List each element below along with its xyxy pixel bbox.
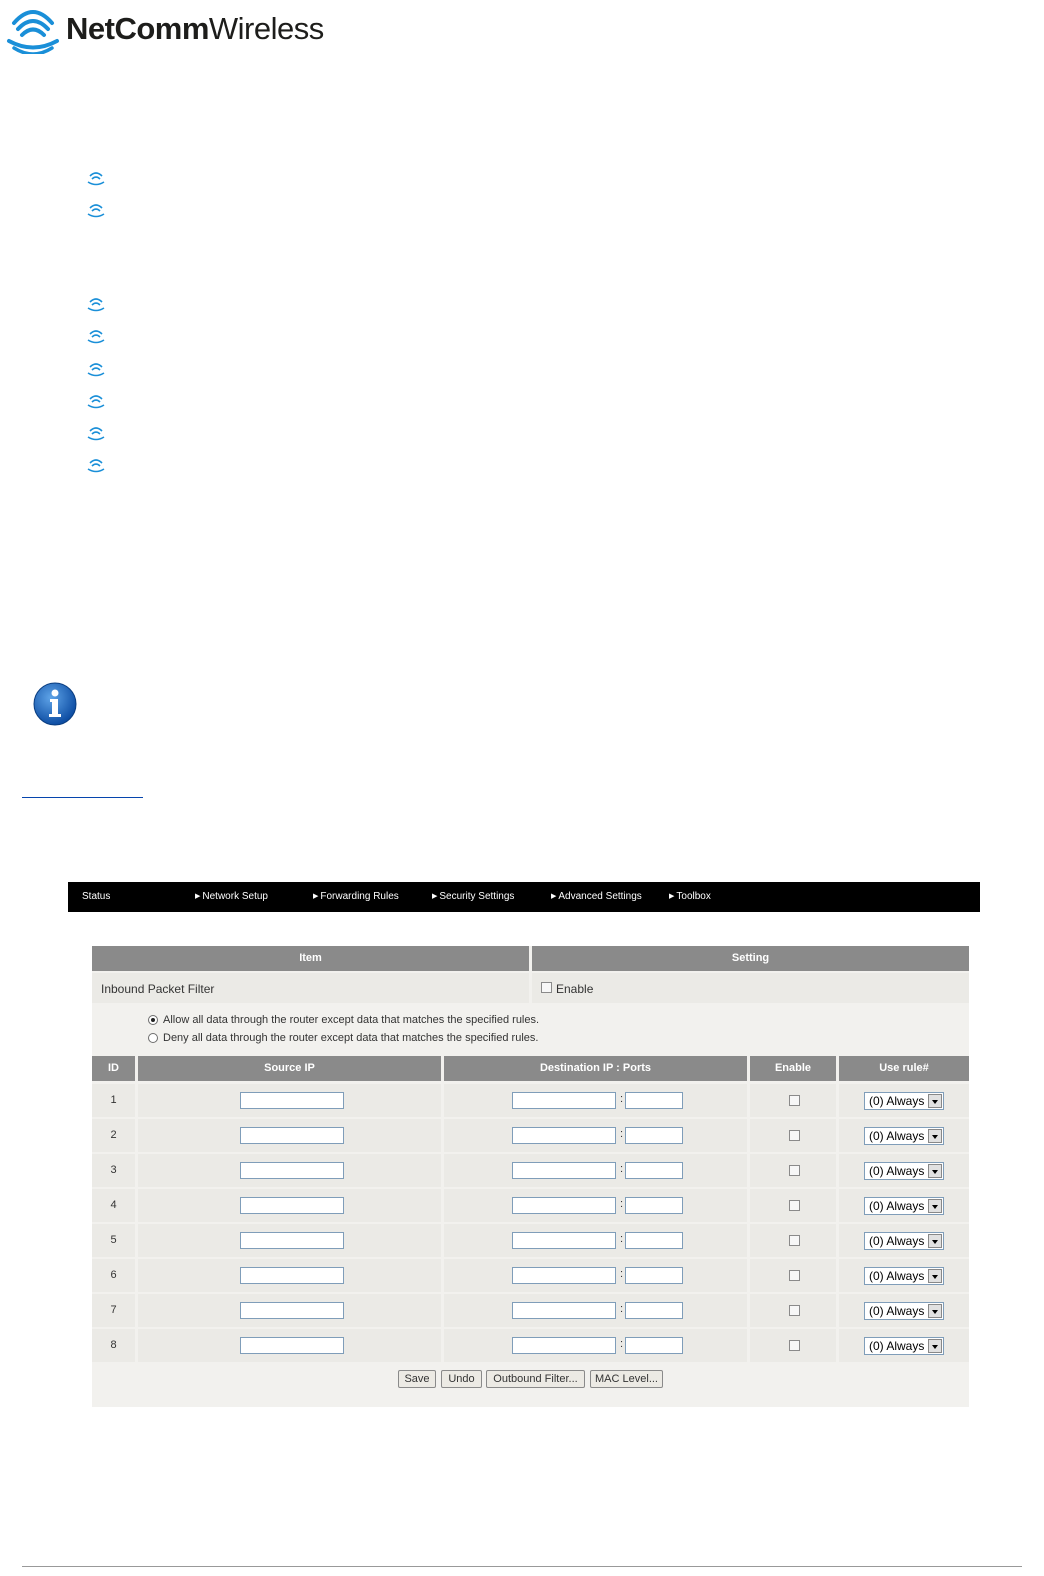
port-input[interactable] — [625, 1302, 683, 1319]
deny-all-label: Deny all data through the router except data that matches the specified rules. — [163, 1032, 539, 1044]
rule-enable-checkbox[interactable] — [789, 1130, 800, 1141]
source-cell — [138, 1154, 441, 1187]
enable-cell — [750, 1294, 836, 1327]
rule-id: 8 — [110, 1339, 117, 1351]
nav-status[interactable] — [82, 891, 110, 902]
rule-cell — [839, 1224, 969, 1257]
inbound-filter-panel — [92, 946, 969, 1407]
wireless-bullet-icon — [87, 202, 105, 218]
source-cell — [138, 1224, 441, 1257]
nav-security-settings[interactable] — [432, 891, 514, 902]
source-ip-input[interactable] — [240, 1162, 344, 1179]
header-setting: Setting — [532, 946, 969, 971]
col-id-header: ID — [92, 1056, 135, 1081]
port-separator: : — [620, 1233, 624, 1245]
link-underline[interactable] — [22, 797, 143, 798]
router-screenshot — [68, 882, 980, 1427]
chevron-down-icon[interactable] — [928, 1129, 942, 1143]
dest-ip-input[interactable] — [512, 1127, 616, 1144]
nav-network-setup[interactable] — [195, 891, 268, 902]
id-cell — [92, 1259, 135, 1292]
mac-level-button[interactable]: MAC Level... — [590, 1370, 663, 1388]
nav-forwarding-rules-label: Forwarding Rules — [320, 891, 399, 902]
nav-advanced-settings[interactable] — [551, 891, 642, 902]
nav-toolbox-label: Toolbox — [676, 891, 711, 902]
col-use-rule-header: Use rule# — [839, 1056, 969, 1081]
source-ip-input[interactable] — [240, 1267, 344, 1284]
use-rule-value: (0) Always — [869, 1234, 925, 1248]
chevron-down-icon[interactable] — [928, 1269, 942, 1283]
enable-cell — [750, 1154, 836, 1187]
use-rule-select[interactable] — [864, 1162, 944, 1180]
source-cell — [138, 1189, 441, 1222]
rule-cell — [839, 1154, 969, 1187]
rule-id: 1 — [110, 1094, 117, 1106]
chevron-down-icon[interactable] — [928, 1339, 942, 1353]
port-input[interactable] — [625, 1162, 683, 1179]
use-rule-select[interactable] — [864, 1092, 944, 1110]
port-separator: : — [620, 1303, 624, 1315]
rule-cell — [839, 1189, 969, 1222]
inbound-setting-cell — [532, 973, 969, 1003]
wireless-bullet-icon — [87, 296, 105, 312]
use-rule-value: (0) Always — [869, 1304, 925, 1318]
enable-cell — [750, 1329, 836, 1362]
port-input[interactable] — [625, 1197, 683, 1214]
wireless-bullet-icon — [87, 328, 105, 344]
source-ip-input[interactable] — [240, 1127, 344, 1144]
header-item: Item — [92, 946, 529, 971]
col-source-ip-header: Source IP — [138, 1056, 441, 1081]
use-rule-value: (0) Always — [869, 1094, 925, 1108]
port-separator: : — [620, 1163, 624, 1175]
dest-cell — [444, 1259, 747, 1292]
nav-network-setup-label: Network Setup — [202, 891, 268, 902]
enable-cell — [750, 1224, 836, 1257]
use-rule-value: (0) Always — [869, 1339, 925, 1353]
dest-cell — [444, 1329, 747, 1362]
use-rule-value: (0) Always — [869, 1199, 925, 1213]
inbound-enable-label: Enable — [556, 982, 594, 996]
port-separator: : — [620, 1093, 624, 1105]
dest-ip-input[interactable] — [512, 1232, 616, 1249]
id-cell — [92, 1084, 135, 1117]
dest-ip-input[interactable] — [512, 1197, 616, 1214]
source-cell — [138, 1259, 441, 1292]
port-separator: : — [620, 1338, 624, 1350]
wireless-bullet-icon — [87, 170, 105, 186]
use-rule-select[interactable] — [864, 1337, 944, 1355]
dest-cell — [444, 1119, 747, 1152]
enable-cell — [750, 1259, 836, 1292]
dest-ip-input[interactable] — [512, 1302, 616, 1319]
col-enable-header: Enable — [750, 1056, 836, 1081]
nav-toolbox[interactable] — [669, 891, 711, 902]
rule-enable-checkbox[interactable] — [789, 1305, 800, 1316]
port-input[interactable] — [625, 1127, 683, 1144]
port-separator: : — [620, 1198, 624, 1210]
id-cell — [92, 1189, 135, 1222]
source-ip-input[interactable] — [240, 1232, 344, 1249]
use-rule-select[interactable] — [864, 1127, 944, 1145]
caret-right-icon: ▶ — [195, 893, 201, 900]
rule-enable-checkbox[interactable] — [789, 1165, 800, 1176]
col-destination-header: Destination IP : Ports — [444, 1056, 747, 1081]
enable-cell — [750, 1084, 836, 1117]
netcomm-logo — [6, 4, 324, 54]
id-cell — [92, 1294, 135, 1327]
deny-all-radio[interactable] — [148, 1033, 158, 1043]
brand-bold: NetComm — [66, 11, 209, 46]
allow-all-label: Allow all data through the router except data that matches the specified rules. — [163, 1014, 540, 1026]
top-nav-bar — [68, 882, 980, 912]
rule-enable-checkbox[interactable] — [789, 1200, 800, 1211]
port-separator: : — [620, 1268, 624, 1280]
chevron-down-icon[interactable] — [928, 1234, 942, 1248]
outbound-filter-button[interactable]: Outbound Filter... — [486, 1370, 585, 1388]
rule-id: 5 — [110, 1234, 117, 1246]
wireless-bullet-icon — [87, 457, 105, 473]
wireless-bullet-icon — [87, 361, 105, 377]
wireless-bullet-icon — [87, 393, 105, 409]
dest-ip-input[interactable] — [512, 1267, 616, 1284]
caret-right-icon: ▶ — [551, 893, 557, 900]
use-rule-value: (0) Always — [869, 1164, 925, 1178]
rule-id: 7 — [110, 1304, 117, 1316]
source-cell — [138, 1294, 441, 1327]
caret-right-icon: ▶ — [313, 893, 319, 900]
source-cell — [138, 1084, 441, 1117]
dest-cell — [444, 1224, 747, 1257]
use-rule-value: (0) Always — [869, 1269, 925, 1283]
undo-button[interactable]: Undo — [441, 1370, 482, 1388]
chevron-down-icon[interactable] — [928, 1094, 942, 1108]
port-input[interactable] — [625, 1092, 683, 1109]
id-cell — [92, 1224, 135, 1257]
caret-right-icon: ▶ — [432, 893, 438, 900]
inbound-label-cell — [92, 973, 529, 1003]
dest-ip-input[interactable] — [512, 1162, 616, 1179]
rule-cell — [839, 1084, 969, 1117]
nav-advanced-settings-label: Advanced Settings — [558, 891, 642, 902]
source-ip-input[interactable] — [240, 1092, 344, 1109]
caret-right-icon: ▶ — [669, 893, 675, 900]
dest-cell — [444, 1189, 747, 1222]
id-cell — [92, 1119, 135, 1152]
brand-name — [66, 11, 324, 47]
info-icon — [32, 681, 78, 727]
dest-cell — [444, 1294, 747, 1327]
nav-security-settings-label: Security Settings — [439, 891, 515, 902]
rule-cell — [839, 1329, 969, 1362]
inbound-enable-checkbox[interactable] — [541, 982, 552, 993]
rule-enable-checkbox[interactable] — [789, 1270, 800, 1281]
page-divider — [22, 1566, 1022, 1567]
use-rule-select[interactable] — [864, 1232, 944, 1250]
nav-forwarding-rules[interactable] — [313, 891, 399, 902]
save-button[interactable]: Save — [398, 1370, 436, 1388]
brand-light: Wireless — [208, 11, 324, 46]
chevron-down-icon[interactable] — [928, 1199, 942, 1213]
allow-all-radio[interactable] — [148, 1015, 158, 1025]
rule-enable-checkbox[interactable] — [789, 1095, 800, 1106]
rule-enable-checkbox[interactable] — [789, 1235, 800, 1246]
use-rule-select[interactable] — [864, 1302, 944, 1320]
enable-cell — [750, 1119, 836, 1152]
id-cell — [92, 1329, 135, 1362]
inbound-packet-filter-label: Inbound Packet Filter — [101, 982, 215, 996]
use-rule-select[interactable] — [864, 1267, 944, 1285]
dest-cell — [444, 1084, 747, 1117]
port-separator: : — [620, 1128, 624, 1140]
port-input[interactable] — [625, 1267, 683, 1284]
chevron-down-icon[interactable] — [928, 1304, 942, 1318]
dest-ip-input[interactable] — [512, 1337, 616, 1354]
rule-cell — [839, 1119, 969, 1152]
source-ip-input[interactable] — [240, 1197, 344, 1214]
wireless-bullet-icon — [87, 425, 105, 441]
source-ip-input[interactable] — [240, 1337, 344, 1354]
rule-id: 3 — [110, 1164, 117, 1176]
use-rule-value: (0) Always — [869, 1129, 925, 1143]
source-cell — [138, 1329, 441, 1362]
rule-id: 4 — [110, 1199, 117, 1211]
port-input[interactable] — [625, 1337, 683, 1354]
port-input[interactable] — [625, 1232, 683, 1249]
dest-cell — [444, 1154, 747, 1187]
wireless-signal-logo-icon — [6, 4, 60, 54]
rule-id: 6 — [110, 1269, 117, 1281]
dest-ip-input[interactable] — [512, 1092, 616, 1109]
enable-cell — [750, 1189, 836, 1222]
rule-enable-checkbox[interactable] — [789, 1340, 800, 1351]
rule-id: 2 — [110, 1129, 117, 1141]
use-rule-select[interactable] — [864, 1197, 944, 1215]
button-bar — [92, 1370, 969, 1400]
nav-status-label: Status — [82, 891, 111, 902]
source-ip-input[interactable] — [240, 1302, 344, 1319]
chevron-down-icon[interactable] — [928, 1164, 942, 1178]
id-cell — [92, 1154, 135, 1187]
rule-cell — [839, 1259, 969, 1292]
source-cell — [138, 1119, 441, 1152]
rule-cell — [839, 1294, 969, 1327]
